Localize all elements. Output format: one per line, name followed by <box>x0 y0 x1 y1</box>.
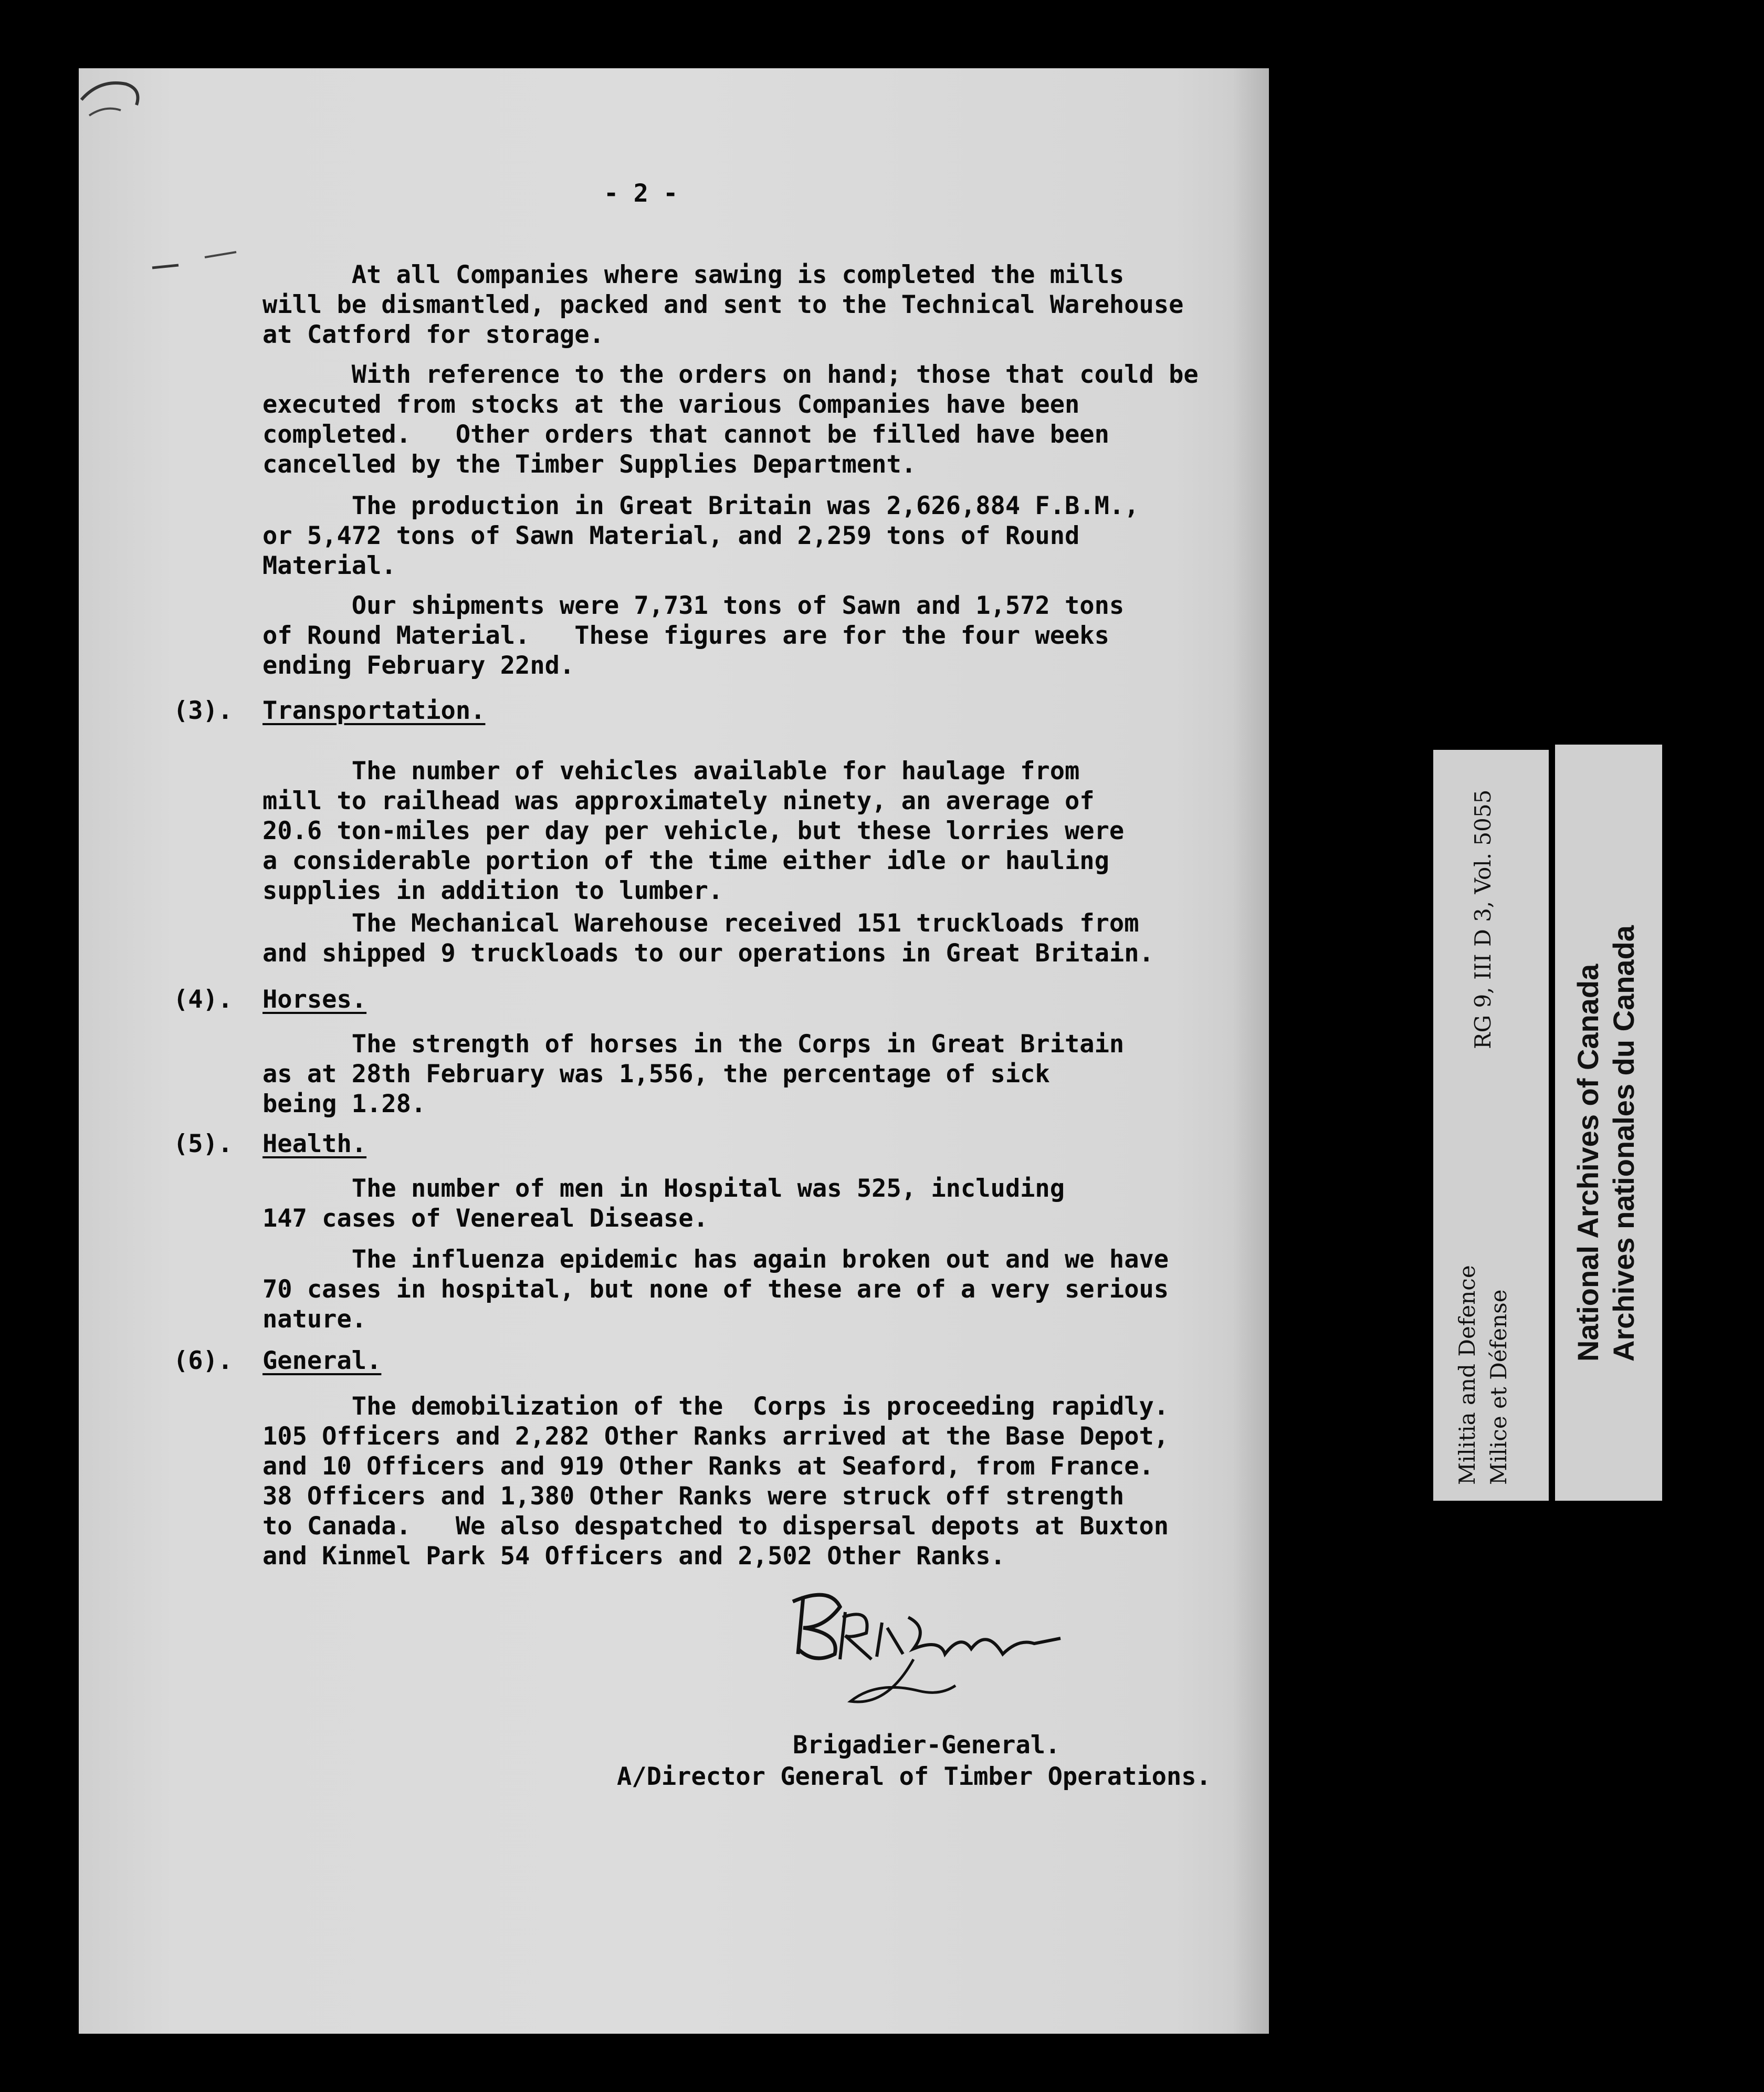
section-4-heading: Horses. <box>262 985 367 1014</box>
reference-number: RG 9, III D 3, Vol. 5055 <box>1470 789 1496 1049</box>
fonds-french: Milice et Défense <box>1486 1289 1511 1485</box>
paragraph-warehouse: The Mechanical Warehouse received 151 truckloads from and shipped 9 truckloads to our operations in Great Britain. <box>262 909 1154 968</box>
document-page <box>79 68 1269 2034</box>
signature-title: Brigadier-General. <box>793 1731 1060 1760</box>
paragraph-production: The production in Great Britain was 2,626,884 F.B.M., or 5,472 tons of Sawn Material, and 2,259 tons of Round Material. <box>262 491 1139 580</box>
paragraph-hospital: The number of men in Hospital was 525, including 147 cases of Venereal Disease. <box>262 1174 1065 1233</box>
section-6-heading: General. <box>262 1346 382 1375</box>
section-5-number: (5). <box>173 1129 233 1158</box>
section-3-heading: Transportation. <box>262 696 486 725</box>
signature-role: A/Director General of Timber Operations. <box>617 1762 1211 1791</box>
paragraph-demobilization: The demobilization of the Corps is proceeding rapidly. 105 Officers and 2,282 Other Ranks arrived at the Base Depot, and 10 Officers and 919 Other Ranks at Seaford, from France. 38 Officers and 1,380 Other Ranks were struck off strength to Canada. We also despatched to dispersal depots at Buxton and Kinmel Park 54 Officers and 2,502 Other Ranks. <box>262 1392 1169 1571</box>
fonds-english: Militia and Defence <box>1454 1265 1480 1485</box>
institution-english: National Archives of Canada <box>1571 964 1604 1362</box>
typed-letter <box>79 68 1269 2034</box>
archive-institution-label <box>1555 745 1662 1501</box>
section-4-number: (4). <box>173 985 233 1014</box>
paragraph-shipments: Our shipments were 7,731 tons of Sawn and 1,572 tons of Round Material. These figures are for the four weeks ending February 22nd. <box>262 591 1125 680</box>
paragraph-vehicles: The number of vehicles available for haulage from mill to railhead was approximately ninety, an average of 20.6 ton-miles per day per vehicle, but these lorries were a considerable portion of the time either idle or hauling supplies in addition to lumber. <box>262 757 1125 905</box>
paragraph-dismantling: At all Companies where sawing is completed the mills will be dismantled, packed and sent to the Technical Warehouse at Catford for storage. <box>262 260 1184 349</box>
paragraph-horses: The strength of horses in the Corps in Great Britain as at 28th February was 1,556, the percentage of sick being 1.28. <box>262 1030 1125 1118</box>
archive-reference-label <box>1433 750 1549 1501</box>
handwritten-signature <box>782 1575 1076 1722</box>
section-6-number: (6). <box>173 1346 233 1375</box>
paragraph-orders: With reference to the orders on hand; those that could be executed from stocks at the various Companies have been completed. Other orders that cannot be filled have been cancelled by the Timber Supplies Department. <box>262 360 1199 479</box>
section-5-heading: Health. <box>262 1129 367 1158</box>
paragraph-influenza: The influenza epidemic has again broken out and we have 70 cases in hospital, but none of these are of a very serious nature. <box>262 1245 1169 1334</box>
institution-french: Archives nationales du Canada <box>1607 925 1640 1362</box>
page-number: - 2 - <box>604 179 678 208</box>
section-3-number: (3). <box>173 696 233 725</box>
